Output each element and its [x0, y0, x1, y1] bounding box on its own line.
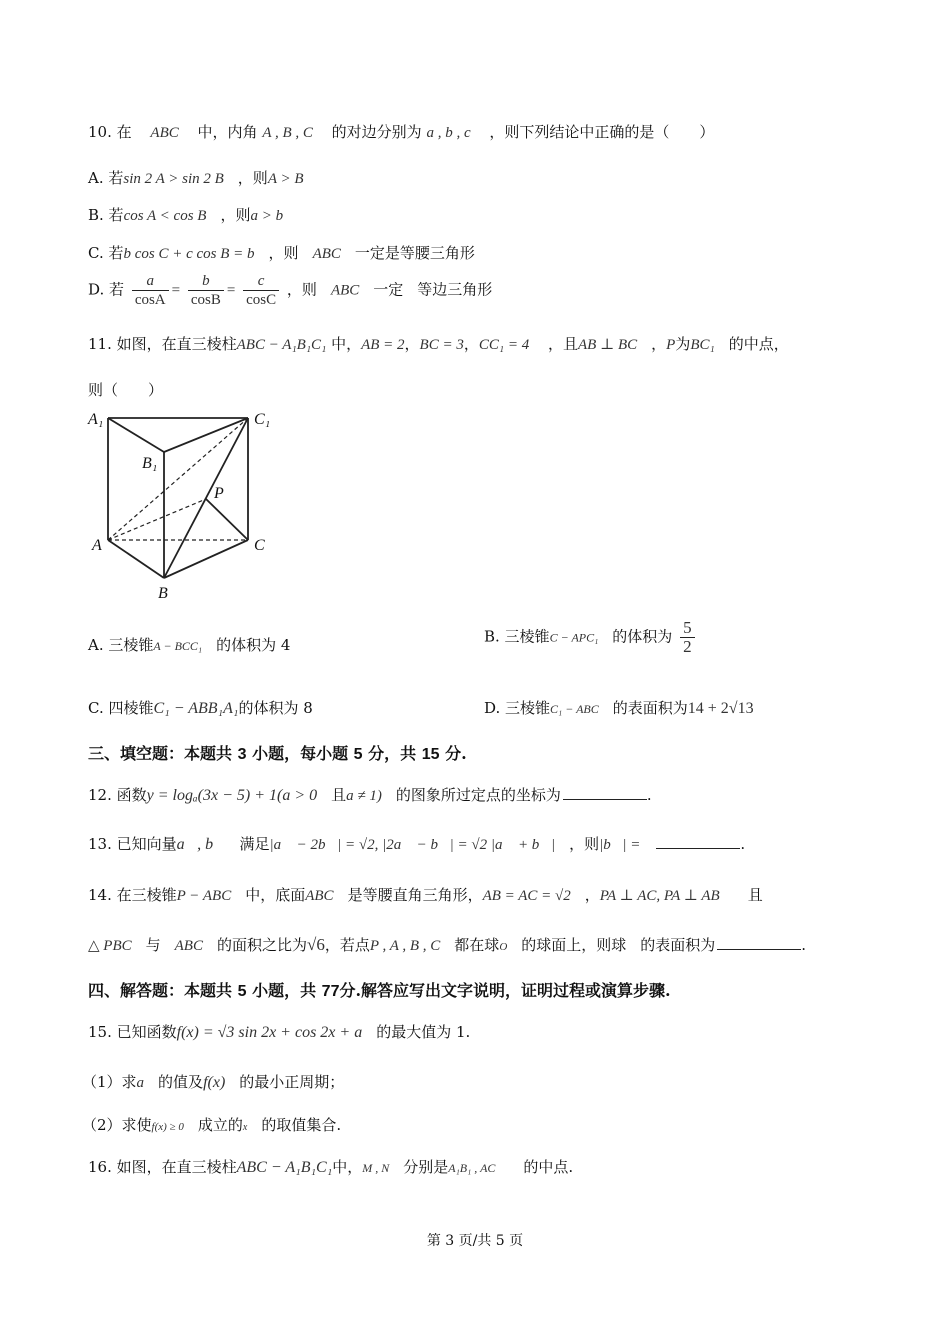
q12-condition: a ≠ 1)	[346, 788, 382, 804]
q11-option-a	[88, 634, 290, 655]
q14-points: P , A , B , C	[369, 938, 441, 954]
section-4-count: 5	[237, 983, 247, 1000]
q15-number: 15. 已知函数	[88, 1023, 177, 1041]
q11-opt-a-math: A − BCC₁	[153, 639, 203, 653]
q11-prism: ABC − A₁B₁C₁	[236, 337, 327, 353]
edge-bc1	[164, 418, 248, 578]
q10-opt-a-result: A > B	[267, 171, 304, 187]
q11-cc: CC₁ = 4	[478, 337, 530, 353]
q14-pyramid: P − ABC	[176, 888, 232, 904]
q11-opt-b-label: B. 三棱锥	[484, 627, 550, 646]
q11-ab: AB = 2	[361, 337, 405, 353]
q12-function: y = logₐ(3x − 5) + 1(a > 0	[146, 787, 318, 804]
edge-ab	[108, 540, 164, 578]
q14-sep: ，	[584, 886, 600, 904]
q16-stem	[88, 1156, 573, 1177]
q10-frac-2-den: cosB	[190, 292, 221, 308]
q10-opt-b-math: cos A < cos B	[123, 208, 207, 224]
q10-option-b	[88, 204, 283, 225]
q10-number: 10. 在	[88, 123, 132, 141]
q10-frac-1-num: a	[132, 272, 169, 291]
q10-eq-1: =	[171, 282, 181, 299]
q11-option-d	[484, 697, 754, 718]
q14-end: .	[801, 936, 807, 954]
q11-bc: BC = 3	[419, 337, 464, 353]
q10-frac-3	[243, 272, 279, 309]
q11-option-b	[484, 619, 698, 656]
q12-and: 且	[331, 786, 347, 804]
section-3-text-d: 分.	[445, 744, 467, 763]
q11-opt-b-frac	[680, 619, 695, 656]
q11-text-c: ，	[651, 335, 667, 353]
edge-ac1-hidden	[108, 418, 248, 540]
q14-text-h: 的表面积为	[640, 936, 716, 954]
q10-opt-d-then: ，则	[286, 280, 317, 299]
label-a: A	[92, 537, 102, 554]
q11-number: 11. 如图，在直三棱柱	[88, 335, 237, 353]
q10-opt-c-math: b cos C + c cos B = b	[123, 246, 255, 262]
q14-line-1	[88, 884, 763, 905]
q15-p1-a: a	[136, 1075, 145, 1091]
q10-opt-d-tail2: 等边三角形	[417, 280, 493, 299]
q10-opt-c-tri: ABC	[312, 246, 341, 262]
q13-number: 13. 已知向量	[88, 835, 177, 853]
section-4-heading	[88, 978, 671, 1001]
q14-perp: PA ⊥ AC, PA ⊥ AB	[599, 888, 720, 904]
section-3-text-b: 小题，每小题	[252, 744, 349, 763]
section-3-total: 15	[421, 746, 440, 763]
section-3-text-a: 三、填空题：本题共	[88, 744, 233, 763]
section-4-total: 77	[321, 983, 340, 1000]
page-footer: 第 3 页/共 5 页	[426, 1233, 524, 1249]
q10-opt-b-then: ，则	[220, 206, 251, 224]
q15-p2-tail: 的取值集合.	[261, 1116, 342, 1134]
q13-answer-blank[interactable]	[656, 834, 740, 849]
q13-end: .	[740, 835, 746, 853]
q11-sep-1: ，	[404, 335, 420, 353]
q12-end: .	[646, 786, 652, 804]
q11-opt-b-tail: 的体积为	[612, 627, 673, 646]
q10-eq-2: =	[226, 282, 236, 299]
q11-opt-a-tail: 的体积为 4	[216, 636, 291, 654]
section-3-heading	[88, 741, 467, 764]
q11-stem	[88, 333, 789, 354]
q11-opt-d-math: C₁ − ABC	[550, 702, 599, 716]
q16-segments: A₁B₁ , AC	[448, 1161, 496, 1175]
label-b1: B₁	[142, 455, 158, 472]
q14-text-b: 是等腰直角三角形，	[347, 886, 483, 904]
q10-opt-d-tri: ABC	[330, 282, 360, 299]
q11-text-d: 为	[675, 335, 691, 353]
prism-figure	[86, 402, 286, 606]
q15-p1-f: f(x)	[203, 1074, 226, 1091]
q10-option-c	[88, 242, 475, 263]
q11-sep-2: ，	[463, 335, 479, 353]
q13-condition: |a⃗ − 2b⃗| = √2, |2a⃗ − b⃗| = √2 |a⃗ + b⃗|	[269, 837, 556, 853]
q10-opt-c-tail: 一定是等腰三角形	[354, 244, 475, 262]
q11-text-b: ，且	[548, 335, 579, 353]
q10-text-b: 的对边分别为	[331, 123, 422, 141]
q11-opt-c-math: C₁ − ABB₁A₁	[153, 700, 239, 717]
q10-frac-1-den: cosA	[134, 292, 166, 308]
q11-opt-a-label: A. 三棱锥	[88, 636, 154, 654]
q10-opt-a-math: sin 2 A > sin 2 B	[123, 171, 224, 187]
q10-frac-2	[188, 272, 224, 309]
q14-answer-blank[interactable]	[717, 935, 801, 950]
label-c1: C₁	[254, 411, 271, 428]
q10-opt-d-tail1: 一定	[373, 280, 404, 299]
q11-bc1: BC₁	[690, 337, 715, 353]
q15-stem	[88, 1021, 470, 1042]
q11-text-e: 的中点，	[728, 335, 789, 353]
q10-opt-a-label: A. 若	[88, 169, 124, 187]
q12-answer-blank[interactable]	[563, 785, 647, 800]
q10-opt-a-then: ，则	[237, 169, 268, 187]
q14-text-g: 的球面上，则球	[521, 936, 627, 954]
section-4-text-c: 分.解答应写出文字说明，证明过程或演算步骤.	[339, 981, 671, 1000]
q13-text-b: ，则	[569, 835, 600, 853]
q16-mn: M , N	[362, 1161, 390, 1175]
q14-sphere-o: O	[499, 941, 508, 953]
q10-frac-2-num: b	[188, 272, 224, 291]
q15-p2-x: x	[242, 1122, 248, 1133]
edge-b1c1	[164, 418, 248, 452]
q14-number: 14. 在三棱锥	[88, 886, 177, 904]
q10-triangle: ABC	[150, 125, 179, 141]
label-b: B	[158, 585, 168, 602]
section-3-count: 3	[237, 746, 247, 763]
edge-bc	[164, 540, 248, 578]
q12	[88, 784, 652, 805]
q15-p1-label: （1）求	[82, 1073, 137, 1091]
q11-opt-d-value: 14 + 2√13	[687, 700, 754, 717]
q10-opt-c-label: C. 若	[88, 244, 124, 262]
q13	[88, 833, 745, 854]
q15-p2-condition: f(x) ≥ 0	[151, 1121, 184, 1133]
q15-p2-label: （2）求使	[82, 1116, 152, 1134]
q11-option-c	[88, 697, 313, 718]
q16-text-a: 中，	[332, 1158, 363, 1176]
q15-part-1	[82, 1071, 344, 1092]
q10-text-a: 中，内角	[197, 123, 258, 141]
q15-p1-mid: 的值及	[158, 1073, 204, 1091]
q10-frac-1	[132, 272, 169, 309]
q16-number: 16. 如图，在直三棱柱	[88, 1158, 237, 1176]
q11-text-a: 中，	[331, 335, 362, 353]
q11-opt-b-den: 2	[683, 637, 692, 656]
q10-text-c: ，则下列结论中正确的是（ ）	[489, 123, 715, 141]
section-3-per: 5	[353, 746, 363, 763]
q10-sides: a , b , c	[426, 125, 471, 141]
section-4-text-a: 四、解答题：本题共	[88, 981, 233, 1000]
q12-number: 12. 函数	[88, 786, 147, 804]
q11-opt-c-tail: 的体积为 8	[238, 699, 313, 717]
label-p: P	[214, 485, 224, 502]
q14-equation: AB = AC = √2	[482, 888, 571, 904]
q16-prism: ABC − A₁B₁C₁	[236, 1159, 333, 1176]
q14-text-a: 中，底面	[245, 886, 306, 904]
q11-p: P	[666, 337, 676, 353]
q11-opt-b-num: 5	[680, 619, 695, 638]
q11-opt-d-label: D. 三棱锥	[484, 699, 551, 717]
q14-text-f: 都在球	[454, 936, 500, 954]
q10-opt-c-then: ，则	[268, 244, 299, 262]
q11-opt-d-tail: 的表面积为	[612, 699, 688, 717]
q15-function: f(x) = √3 sin 2x + cos 2x + a	[176, 1024, 363, 1041]
q10-angles: A , B , C	[262, 125, 313, 141]
edge-a1b1	[108, 418, 164, 452]
q11-stem-continued: 则（ ）	[88, 381, 164, 399]
q11-perp: AB ⊥ BC	[578, 337, 638, 353]
q10-opt-b-label: B. 若	[88, 206, 124, 224]
q16-text-c: 的中点.	[523, 1158, 574, 1176]
q11-opt-b-math: C − APC₁	[549, 630, 599, 645]
q10-stem	[88, 121, 714, 142]
q14-text-c: 且	[747, 886, 763, 904]
q14-base-2: ABC	[174, 938, 203, 954]
q10-frac-3-num: c	[243, 272, 279, 291]
q13-ask: |b⃗| =	[599, 837, 641, 853]
q15-p1-tail: 的最小正周期；	[239, 1073, 345, 1091]
q14-triangle: △ PBC	[88, 938, 132, 954]
q10-opt-d-label: D. 若	[88, 280, 125, 299]
q12-tail: 的图象所过定点的坐标为	[395, 786, 561, 804]
label-c: C	[254, 537, 265, 554]
q13-vectors: a⃗, b⃗	[176, 836, 226, 853]
q14-text-d: 的面积之比为	[216, 936, 307, 954]
q16-text-b: 分别是	[403, 1158, 449, 1176]
q10-option-d	[88, 272, 492, 309]
label-a1: A₁	[88, 411, 104, 428]
q15-part-2	[82, 1114, 341, 1135]
q15-text-a: 的最大值为 1.	[376, 1023, 471, 1041]
q14-line-2	[88, 934, 806, 955]
section-3-text-c: 分，共	[368, 744, 417, 763]
edge-ap-hidden	[108, 499, 206, 540]
q11-opt-c-label: C. 四棱锥	[88, 699, 154, 717]
q10-frac-3-den: cosC	[246, 292, 277, 308]
q14-ratio: √6	[307, 935, 325, 954]
edge-pc	[206, 499, 248, 540]
section-4-text-b: 小题，共	[252, 981, 317, 1000]
q10-option-a	[88, 167, 304, 188]
q10-opt-b-result: a > b	[250, 208, 284, 224]
q14-with: 与	[145, 936, 161, 954]
q15-p2-mid: 成立的	[197, 1116, 243, 1134]
q13-text-a: 满足	[239, 835, 270, 853]
q14-text-e: ，若点	[324, 936, 370, 954]
q14-base: ABC	[305, 888, 334, 904]
